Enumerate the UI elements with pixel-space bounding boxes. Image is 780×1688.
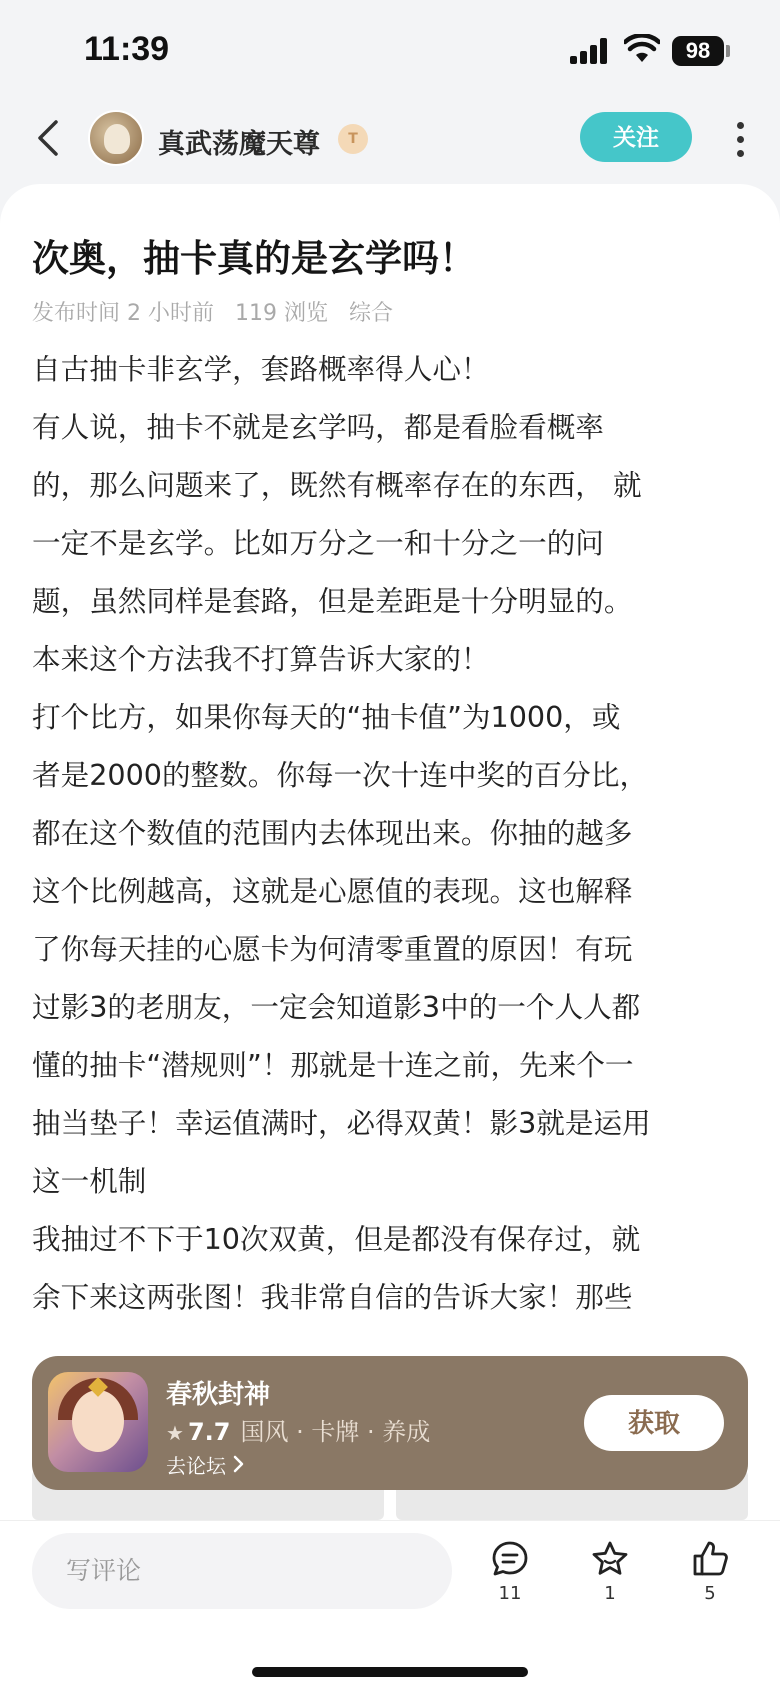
level-badge: T: [338, 124, 368, 154]
body-line: 都在这个数值的范围内去体现出来。你抽的越多: [32, 816, 633, 850]
comment-icon: [490, 1539, 530, 1579]
avatar[interactable]: [88, 110, 144, 166]
body-line: 这一机制: [32, 1164, 147, 1198]
comment-button[interactable]: [480, 1539, 540, 1619]
game-name[interactable]: 春秋封神: [166, 1380, 271, 1410]
battery-indicator: 98: [672, 36, 724, 66]
body-line: 懂的抽卡“潜规则”！那就是十连之前，先来个一: [32, 1048, 634, 1082]
get-game-button[interactable]: 获取: [584, 1395, 724, 1451]
post-meta: [32, 296, 407, 327]
chevron-right-icon: [232, 1454, 244, 1478]
body-line: 有人说，抽卡不就是玄学吗，都是看脸看概率: [32, 410, 604, 444]
post-body: [32, 340, 754, 1326]
game-tags: 国风 · 卡牌 · 养成: [240, 1418, 431, 1446]
home-indicator[interactable]: [252, 1667, 528, 1677]
body-line: 者是2000的整数。你每一次十连中奖的百分比，: [32, 758, 649, 792]
body-line: 了你每天挂的心愿卡为何清零重置的原因！有玩: [32, 932, 633, 966]
body-line: 一定不是玄学。比如万分之一和十分之一的问: [32, 526, 604, 560]
post-category[interactable]: 综合: [348, 301, 393, 326]
post-content: [0, 184, 780, 1520]
body-line: 余下来这两张图！我非常自信的告诉大家！那些: [32, 1280, 633, 1314]
thumbs-up-icon: [690, 1539, 730, 1579]
bottom-bar: [0, 1520, 780, 1688]
star-outline-icon: [590, 1539, 630, 1579]
body-line: 打个比方，如果你每天的“抽卡值”为1000，或: [32, 700, 621, 734]
forum-link[interactable]: [166, 1450, 244, 1479]
body-line: 的，那么问题来了，既然有概率存在的东西， 就: [32, 468, 642, 502]
star-icon: ★: [166, 1421, 184, 1445]
game-rating-row: [166, 1412, 430, 1447]
status-bar: [0, 0, 780, 100]
post-title: 次奥，抽卡真的是玄学吗！: [32, 237, 476, 280]
wifi-icon: [624, 34, 660, 64]
game-score: 7.7: [187, 1418, 231, 1446]
view-count: 119 浏览: [234, 301, 328, 326]
like-button[interactable]: [680, 1539, 740, 1619]
favorite-button[interactable]: [580, 1539, 640, 1619]
game-banner[interactable]: [32, 1356, 748, 1490]
follow-button[interactable]: 关注: [580, 112, 692, 162]
author-name[interactable]: 真武荡魔天尊: [158, 129, 320, 160]
like-count: 5: [704, 1583, 716, 1604]
battery-tip: [726, 45, 730, 57]
body-line: 题，虽然同样是套路，但是差距是十分明显的。: [32, 584, 633, 618]
comment-input[interactable]: 写评论: [32, 1533, 452, 1609]
back-icon[interactable]: [30, 116, 70, 160]
body-line: 过影3的老朋友，一定会知道影3中的一个人人都: [32, 990, 641, 1024]
more-options-icon[interactable]: [732, 120, 748, 160]
comment-count: 11: [498, 1583, 522, 1604]
status-time: 11:39: [84, 30, 170, 68]
signal-icon: [570, 38, 610, 64]
body-line: 自古抽卡非玄学，套路概率得人心！: [32, 352, 490, 386]
favorite-count: 1: [604, 1583, 616, 1604]
body-line: 这个比例越高，这就是心愿值的表现。这也解释: [32, 874, 633, 908]
game-icon[interactable]: [48, 1372, 148, 1472]
published-time: 发布时间 2 小时前: [32, 301, 214, 326]
body-line: 本来这个方法我不打算告诉大家的！: [32, 642, 490, 676]
body-line: 抽当垫子！幸运值满时，必得双黄！影3就是运用: [32, 1106, 651, 1140]
forum-link-label: 去论坛: [166, 1454, 226, 1478]
body-line: 我抽过不下于10次双黄，但是都没有保存过，就: [32, 1222, 641, 1256]
post-header: [0, 100, 780, 180]
